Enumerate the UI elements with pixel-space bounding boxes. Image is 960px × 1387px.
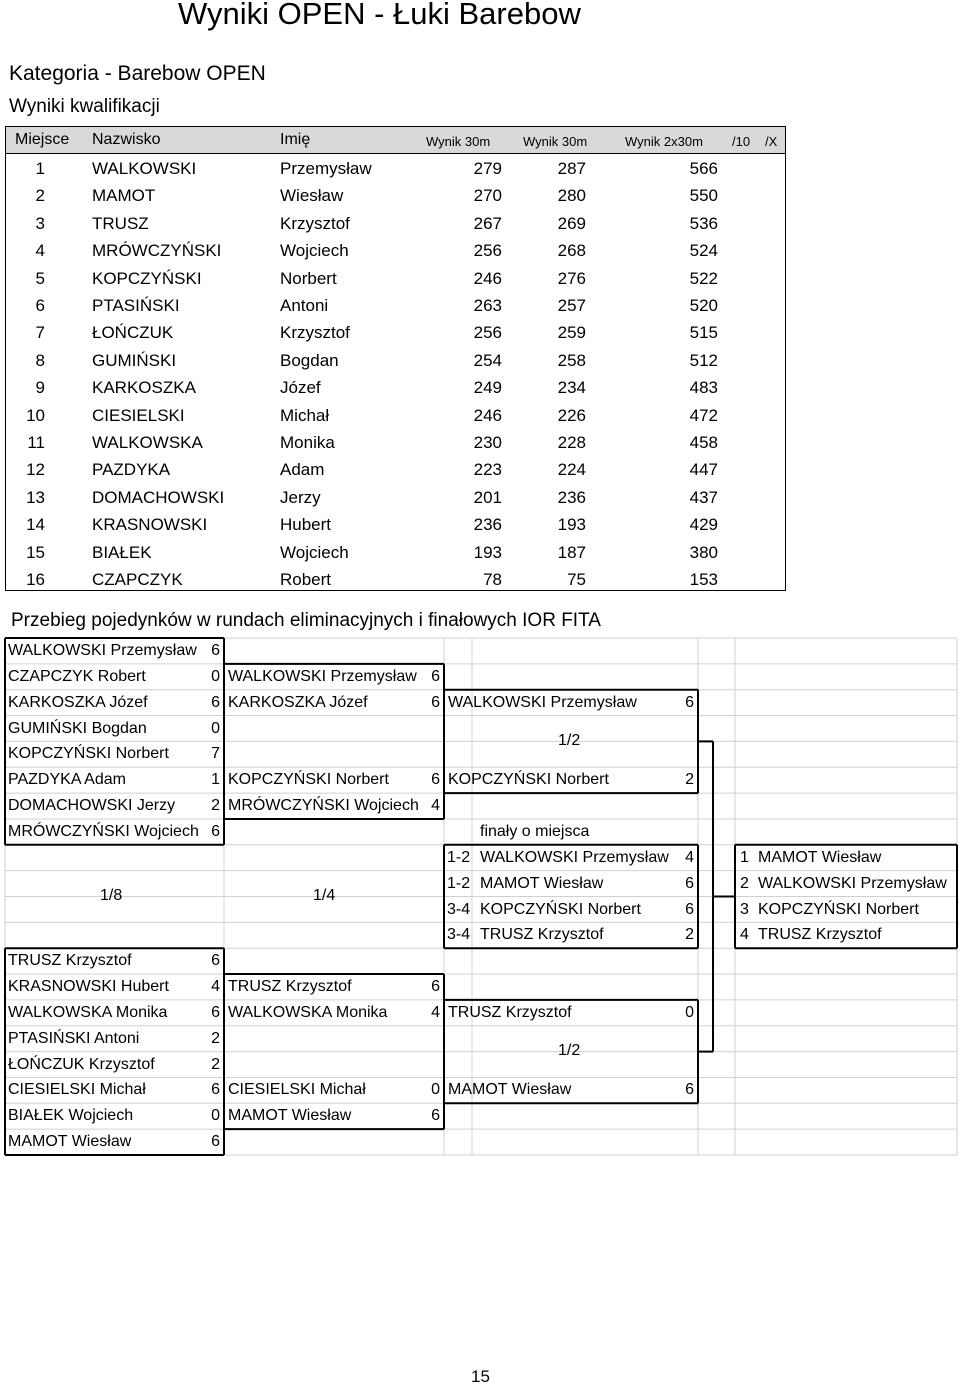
surname-cell: MAMOT [92, 186, 156, 206]
total-cell: 483 [689, 378, 718, 398]
first-name-cell: Krzysztof [280, 213, 350, 233]
score2-cell: 234 [557, 378, 586, 398]
qualification-title: Wyniki kwalifikacji [9, 96, 160, 117]
r16-player-score: 7 [211, 745, 220, 763]
total-cell: 550 [689, 186, 718, 206]
r16-player-name: MRÓWCZYŃSKI Wojciech [8, 822, 199, 840]
score2-cell: 193 [557, 515, 586, 535]
sf-player-score: 0 [685, 1003, 694, 1021]
ranking-place: 3 [740, 900, 749, 918]
total-cell: 380 [689, 542, 718, 562]
ranking-place: 2 [740, 874, 749, 892]
ranking-name: TRUSZ Krzysztof [758, 926, 882, 944]
score1-cell: 267 [473, 213, 502, 233]
first-name-cell: Michał [280, 405, 330, 425]
sf-player-name: KOPCZYŃSKI Norbert [448, 771, 609, 789]
score1-cell: 254 [473, 350, 502, 370]
score1-cell: 236 [473, 515, 502, 535]
place-cell: 5 [35, 268, 45, 288]
score2-cell: 236 [557, 487, 586, 507]
place-cell: 14 [26, 515, 45, 535]
score1-cell: 256 [473, 241, 502, 261]
qf-player-name: TRUSZ Krzysztof [228, 978, 352, 996]
surname-cell: KOPCZYŃSKI [92, 268, 202, 288]
place-cell: 11 [27, 433, 45, 452]
score2-cell: 268 [557, 241, 586, 261]
ranking-place: 4 [740, 926, 749, 944]
total-cell: 437 [689, 487, 718, 507]
first-name-cell: Monika [280, 433, 335, 452]
page-number: 15 [471, 1367, 490, 1386]
score1-cell: 246 [473, 405, 502, 425]
header-place: Miejsce [15, 131, 70, 148]
total-cell: 153 [689, 570, 718, 589]
qf-player-name: WALKOWSKA Monika [228, 1003, 388, 1021]
score2-cell: 280 [557, 186, 586, 206]
score2-cell: 257 [557, 296, 586, 315]
sf-player-name: MAMOT Wiesław [448, 1081, 572, 1099]
sf-player-name: TRUSZ Krzysztof [448, 1003, 572, 1021]
header-total: Wynik 2x30m [625, 134, 703, 149]
place-cell: 6 [35, 296, 45, 315]
sf-player-score: 2 [685, 771, 694, 789]
total-cell: 566 [689, 159, 718, 178]
score2-cell: 287 [557, 159, 586, 178]
place-cell: 4 [35, 241, 45, 261]
total-cell: 515 [689, 323, 718, 343]
qf-player-name: MRÓWCZYŃSKI Wojciech [228, 797, 419, 815]
first-name-cell: Krzysztof [280, 323, 350, 343]
final-player-name: KOPCZYŃSKI Norbert [480, 900, 641, 918]
round-label-1-4: 1/4 [313, 886, 336, 904]
r16-player-score: 2 [211, 1055, 220, 1073]
total-cell: 447 [689, 460, 718, 480]
total-cell: 522 [689, 268, 718, 288]
r16-player-score: 0 [211, 667, 220, 685]
final-player-score: 6 [685, 900, 694, 918]
r16-player-name: BIAŁEK Wojciech [8, 1107, 134, 1125]
first-name-cell: Wojciech [280, 241, 349, 261]
surname-cell: PAZDYKA [92, 460, 171, 480]
r16-player-name: CIESIELSKI Michał [8, 1081, 146, 1099]
ranking-name: MAMOT Wiesław [758, 848, 882, 866]
sf-player-name: WALKOWSKI Przemysław [448, 693, 637, 711]
score1-cell: 193 [473, 542, 502, 562]
surname-cell: DOMACHOWSKI [92, 487, 225, 507]
round-label-1-8: 1/8 [100, 886, 123, 904]
score2-cell: 228 [557, 433, 586, 452]
final-match-label: 1-2 [447, 874, 471, 892]
ranking-name: WALKOWSKI Przemysław [758, 874, 947, 892]
total-cell: 536 [689, 213, 718, 233]
r16-player-score: 6 [211, 822, 220, 840]
final-player-score: 6 [685, 874, 694, 892]
score2-cell: 75 [567, 570, 586, 589]
final-player-name: TRUSZ Krzysztof [480, 926, 604, 944]
qf-player-name: KOPCZYŃSKI Norbert [228, 771, 389, 789]
r16-player-name: PAZDYKA Adam [8, 771, 126, 789]
surname-cell: GUMIŃSKI [92, 350, 177, 370]
first-name-cell: Robert [280, 570, 332, 589]
place-cell: 3 [35, 213, 45, 233]
r16-player-score: 0 [211, 1107, 220, 1125]
qf-player-score: 6 [431, 693, 440, 711]
score1-cell: 246 [473, 268, 502, 288]
r16-player-name: WALKOWSKI Przemysław [8, 642, 197, 659]
qf-player-score: 6 [431, 1107, 440, 1125]
surname-cell: WALKOWSKA [92, 433, 203, 452]
score1-cell: 263 [473, 296, 502, 315]
page-title: Wyniki OPEN - Łuki Barebow [178, 0, 581, 31]
ranking-name: KOPCZYŃSKI Norbert [758, 900, 919, 918]
first-name-cell: Norbert [280, 268, 337, 288]
r16-player-name: TRUSZ Krzysztof [8, 952, 132, 970]
r16-player-score: 6 [211, 1081, 220, 1099]
place-cell: 9 [35, 378, 45, 398]
first-name-cell: Wojciech [280, 542, 349, 562]
score2-cell: 224 [557, 460, 586, 480]
score1-cell: 279 [473, 159, 502, 178]
qf-player-score: 0 [431, 1081, 440, 1099]
r16-player-name: WALKOWSKA Monika [8, 1003, 168, 1021]
qf-player-score: 6 [431, 667, 440, 685]
header-x: /X [765, 134, 778, 149]
score2-cell: 259 [557, 323, 586, 343]
r16-player-score: 2 [211, 797, 220, 815]
first-name-cell: Józef [280, 378, 321, 398]
score2-cell: 258 [557, 350, 586, 370]
finals-label: finały o miejsca [480, 822, 590, 840]
sf-player-score: 6 [685, 1081, 694, 1099]
r16-player-score: 1 [211, 771, 220, 789]
score1-cell: 256 [473, 323, 502, 343]
first-name-cell: Jerzy [280, 487, 321, 507]
header-score2: Wynik 30m [523, 134, 588, 149]
place-cell: 8 [35, 350, 45, 370]
r16-player-score: 6 [211, 952, 220, 970]
r16-player-name: ŁOŃCZUK Krzysztof [8, 1055, 155, 1073]
round-label-semifinal-top: 1/2 [558, 731, 581, 749]
surname-cell: CIESIELSKI [92, 405, 185, 425]
surname-cell: ŁOŃCZUK [92, 323, 174, 343]
r16-player-score: 2 [211, 1029, 220, 1047]
place-cell: 1 [35, 159, 45, 178]
r16-player-score: 6 [211, 1003, 220, 1021]
final-player-score: 2 [685, 926, 694, 944]
sf-player-score: 6 [685, 693, 694, 711]
total-cell: 429 [689, 515, 718, 535]
total-cell: 472 [689, 405, 718, 425]
place-cell: 13 [26, 487, 45, 507]
header-score1: Wynik 30m [426, 134, 491, 149]
first-name-cell: Bogdan [280, 350, 339, 370]
final-match-label: 1-2 [447, 848, 471, 866]
surname-cell: KARKOSZKA [92, 378, 196, 398]
qf-player-score: 6 [431, 978, 440, 996]
final-player-score: 4 [685, 848, 694, 866]
score1-cell: 78 [483, 570, 502, 589]
qf-player-name: MAMOT Wiesław [228, 1107, 352, 1125]
first-name-cell: Antoni [280, 296, 329, 315]
qf-player-score: 6 [431, 771, 440, 789]
place-cell: 12 [26, 460, 45, 480]
surname-cell: WALKOWSKI [92, 159, 197, 178]
surname-cell: PTASIŃSKI [92, 296, 180, 315]
r16-player-score: 0 [211, 719, 220, 737]
final-player-name: MAMOT Wiesław [480, 874, 604, 892]
category-title: Kategoria - Barebow OPEN [9, 62, 266, 85]
place-cell: 2 [35, 186, 45, 206]
r16-player-name: CZAPCZYK Robert [8, 667, 146, 685]
final-player-name: WALKOWSKI Przemysław [480, 848, 669, 866]
r16-player-name: PTASIŃSKI Antoni [8, 1029, 140, 1047]
surname-cell: MRÓWCZYŃSKI [92, 241, 222, 261]
round-label-semifinal-bottom: 1/2 [558, 1041, 581, 1059]
score1-cell: 230 [473, 433, 502, 452]
place-cell: 10 [26, 405, 45, 425]
r16-player-name: DOMACHOWSKI Jerzy [8, 797, 176, 815]
score1-cell: 223 [473, 460, 502, 480]
qf-player-name: KARKOSZKA Józef [228, 693, 368, 711]
first-name-cell: Wiesław [280, 186, 344, 206]
total-cell: 524 [689, 241, 718, 261]
total-cell: 458 [689, 433, 718, 452]
final-match-label: 3-4 [447, 900, 471, 918]
first-name-cell: Hubert [280, 515, 332, 535]
score2-cell: 187 [557, 542, 586, 562]
r16-player-score: 6 [211, 642, 220, 659]
total-cell: 520 [689, 296, 718, 315]
r16-player-name: KRASNOWSKI Hubert [8, 978, 169, 996]
header-tens: /10 [732, 134, 751, 149]
score2-cell: 276 [557, 268, 586, 288]
score2-cell: 269 [557, 213, 586, 233]
bracket-title: Przebieg pojedynków w rundach eliminacyjnych i finałowych IOR FITA [11, 610, 601, 631]
qf-player-score: 4 [431, 1003, 440, 1021]
score1-cell: 201 [473, 487, 502, 507]
r16-player-score: 6 [211, 693, 220, 711]
first-name-cell: Przemysław [280, 159, 372, 178]
qf-player-name: WALKOWSKI Przemysław [228, 667, 417, 685]
score1-cell: 249 [473, 378, 502, 398]
header-surname: Nazwisko [92, 131, 161, 148]
score1-cell: 270 [473, 186, 502, 206]
r16-player-score: 6 [211, 1133, 220, 1151]
first-name-cell: Adam [280, 460, 325, 480]
final-match-label: 3-4 [447, 926, 471, 944]
r16-player-name: KOPCZYŃSKI Norbert [8, 745, 169, 763]
place-cell: 16 [26, 570, 45, 589]
qf-player-score: 4 [431, 797, 440, 815]
r16-player-score: 4 [211, 978, 220, 996]
r16-player-name: MAMOT Wiesław [8, 1133, 132, 1151]
place-cell: 7 [35, 323, 45, 343]
surname-cell: CZAPCZYK [92, 570, 183, 589]
total-cell: 512 [689, 350, 718, 370]
surname-cell: KRASNOWSKI [92, 515, 208, 535]
qf-player-name: CIESIELSKI Michał [228, 1081, 366, 1099]
place-cell: 15 [26, 542, 45, 562]
r16-player-name: KARKOSZKA Józef [8, 693, 148, 711]
score2-cell: 226 [557, 405, 586, 425]
ranking-place: 1 [740, 848, 749, 866]
header-first-name: Imię [280, 131, 311, 148]
surname-cell: TRUSZ [92, 213, 149, 233]
r16-player-name: GUMIŃSKI Bogdan [8, 719, 147, 737]
surname-cell: BIAŁEK [92, 542, 152, 562]
